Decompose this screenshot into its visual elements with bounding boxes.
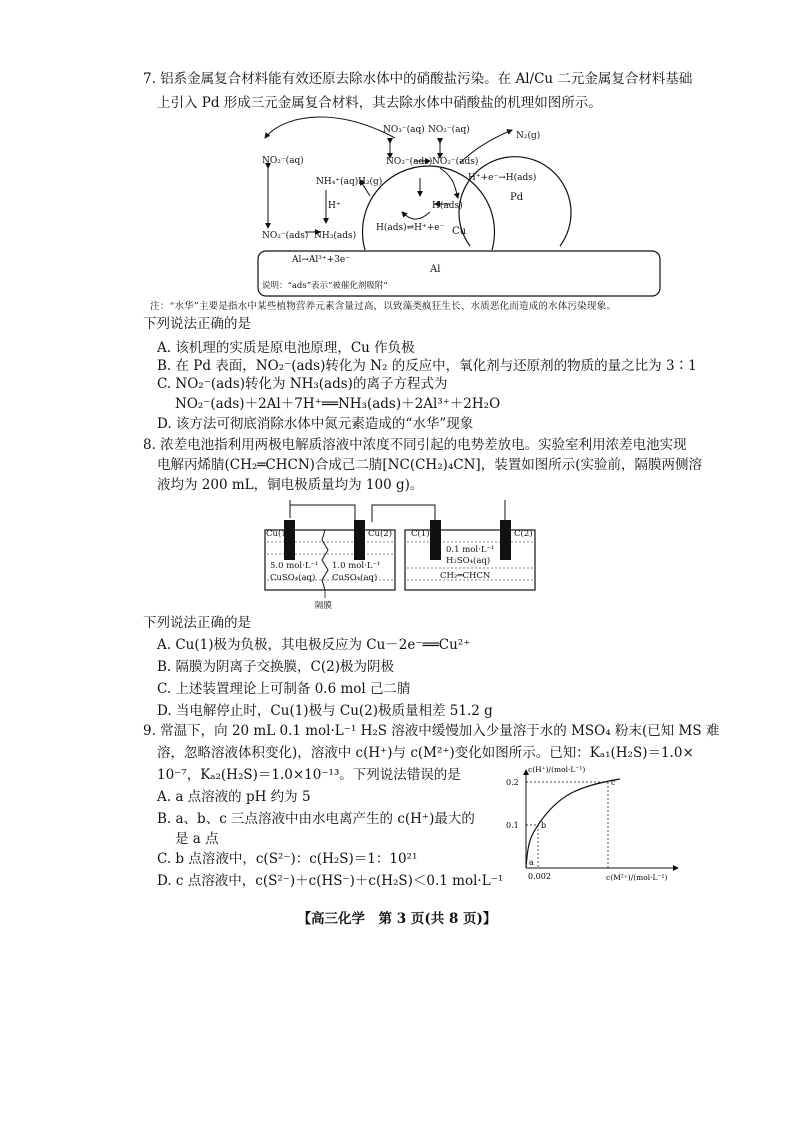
q8-option-d: D. 当电解停止时，Cu(1)极与 Cu(2)极质量相差 51.2 g <box>157 703 493 719</box>
label-h2: H₂(g) <box>358 177 383 187</box>
q8-line-1: 8. 浓差电池指利用两极电解质溶液中浓度不同引起的电势差放电。实验室利用浓差电池实现 <box>143 437 687 453</box>
q7-line-1: 7. 铝系金属复合材料能有效还原去除水体中的硝酸盐污染。在 Al/Cu 二元金属复合材料基础 <box>143 71 693 87</box>
y-axis-label: c(H⁺)/(mol·L⁻¹) <box>528 765 586 774</box>
q7-option-a: A. 该机理的实质是原电池原理，Cu 作负极 <box>157 340 415 356</box>
label-h2so4: H₂SO₄(aq) <box>446 556 491 566</box>
q9-option-b-cont: 是 a 点 <box>175 831 219 847</box>
q9-line-3: 10⁻⁷，Kₐ₂(H₂S)＝1.0×10⁻¹³。下列说法错误的是 <box>157 767 461 783</box>
q8-line-2: 电解丙烯腈(CH₂═CHCN)合成己二腈[NC(CH₂)₄CN]，装置如图所示(实验前，隔膜两侧溶 <box>157 457 702 473</box>
label-explanation: 说明：“ads”表示“被催化剂吸附” <box>262 281 388 291</box>
label-cu1: Cu(1) <box>266 529 291 539</box>
label-h2so4-conc: 0.1 mol·L⁻¹ <box>446 545 495 555</box>
q9-option-d: D. c 点溶液中，c(S²⁻)＋c(HS⁻)＋c(H₂S)＜0.1 mol·L⁻¹ <box>157 873 504 889</box>
q7-option-b: B. 在 Pd 表面，NO₂⁻(ads)转化为 N₂ 的反应中，氧化剂与还原剂的物质的量之比为 3∶1 <box>157 358 697 374</box>
label-right-solution: CuSO₄(aq) <box>332 573 378 583</box>
point-label-a: a <box>529 857 534 867</box>
label-h-plus: H⁺ <box>328 201 341 211</box>
q8-cell-diagram <box>0 500 794 610</box>
q9-line-2: 溶，忽略溶液体积变化)，溶液中 c(H⁺)与 c(M²⁺)变化如图所示。已知：Kₐ₁(H₂S)＝1.0× <box>157 745 694 761</box>
q9-option-b: B. a、b、c 三点溶液中由水电离产生的 c(H⁺)最大的 <box>157 811 475 827</box>
label-left-conc: 5.0 mol·L⁻¹ <box>270 561 319 571</box>
q8-option-c: C. 上述装置理论上可制备 0.6 mol 己二腈 <box>157 681 411 697</box>
label-nh3-ads: NH₃(ads) <box>314 231 357 241</box>
page-footer: 【高三化学 第 3 页(共 8 页)】 <box>297 911 497 927</box>
q7-line-2: 上引入 Pd 形成三元金属复合材料，其去除水体中硝酸盐的机理如图所示。 <box>157 95 602 111</box>
q7-option-c: C. NO₂⁻(ads)转化为 NH₃(ads)的离子方程式为 <box>157 376 448 392</box>
q7-option-d: D. 该方法可彻底消除水体中氮元素造成的“水华”现象 <box>157 416 474 432</box>
label-no2-ads-top: NO₂⁻(ads) <box>432 157 479 167</box>
label-left-solution: CuSO₄(aq) <box>270 573 316 583</box>
q9-line-1: 9. 常温下，向 20 mL 0.1 mol·L⁻¹ H₂S 溶液中缓慢加入少量溶于水的 MSO₄ 粉末(已知 MS 难 <box>143 723 720 739</box>
label-no2-aq-left: NO₂⁻(aq) <box>262 156 304 166</box>
y-tick-label: 0.1 <box>506 821 519 830</box>
q7-note: 注：“水华”主要是指水中某些植物营养元素含量过高，以致藻类疯狂生长、水质恶化而造成的水体污染现象。 <box>150 301 617 312</box>
q8-prompt: 下列说法正确的是 <box>143 615 251 631</box>
label-no2-ads-bottom: NO₂⁻(ads) <box>262 231 309 241</box>
label-nh4-aq: NH₄⁺(aq) <box>316 177 359 187</box>
label-c2: C(2) <box>514 529 533 539</box>
label-pd-reaction: H⁺+e⁻→H(ads) <box>468 173 537 183</box>
q8-option-a: A. Cu(1)极为负极，其电极反应为 Cu－2e⁻══Cu²⁺ <box>157 637 471 653</box>
label-cu2: Cu(2) <box>368 529 393 539</box>
q9-option-a: A. a 点溶液的 pH 约为 5 <box>157 789 311 805</box>
label-no3-aq: NO₃⁻(aq) <box>383 125 425 135</box>
label-cu: Cu <box>452 226 467 237</box>
label-membrane: 隔膜 <box>315 601 333 610</box>
q8-option-b: B. 隔膜为阴离子交换膜，C(2)极为阴极 <box>157 659 394 675</box>
label-right-conc: 1.0 mol·L⁻¹ <box>332 561 381 571</box>
q7-option-c-equation: NO₂⁻(ads)＋2Al＋7H⁺══NH₃(ads)＋2Al³⁺＋2H₂O <box>175 396 501 412</box>
label-al-reaction: Al→Al³⁺+3e⁻ <box>292 255 350 265</box>
q7-prompt: 下列说法正确的是 <box>143 316 251 332</box>
x-tick-label: 0.002 <box>528 872 551 881</box>
electrode-cu2 <box>354 520 365 560</box>
label-h-ads: H(ads) <box>432 201 463 211</box>
label-al: Al <box>430 264 441 275</box>
point-label-c: c <box>611 778 616 787</box>
electrode-cu1 <box>284 520 295 560</box>
point-label-b: b <box>541 821 547 830</box>
label-n2: N₂(g) <box>516 131 541 141</box>
q9-option-c: C. b 点溶液中，c(S²⁻)：c(H₂S)＝1：10²¹ <box>157 851 418 867</box>
q8-line-3: 液均为 200 mL，铜电极质量均为 100 g)。 <box>157 477 424 493</box>
label-acrylonitrile: CH₂═CHCN <box>440 571 491 581</box>
label-no2-aq-top: NO₂⁻(aq) <box>428 125 470 135</box>
label-h-ads-eq: H(ads)⇌H⁺+e⁻ <box>376 223 445 233</box>
q7-mechanism-diagram <box>0 108 794 298</box>
x-axis-label: c(M²⁺)/(mol·L⁻¹) <box>606 873 668 882</box>
q9-chart <box>498 764 688 884</box>
label-pd: Pd <box>510 192 524 203</box>
label-no3-ads: NO₃⁻(ads) <box>386 157 433 167</box>
membrane <box>322 530 328 590</box>
label-c1: C(1) <box>411 529 430 539</box>
y-tick-label: 0.2 <box>506 778 519 787</box>
electrode-c2 <box>500 520 511 560</box>
electrode-c1 <box>430 520 441 560</box>
